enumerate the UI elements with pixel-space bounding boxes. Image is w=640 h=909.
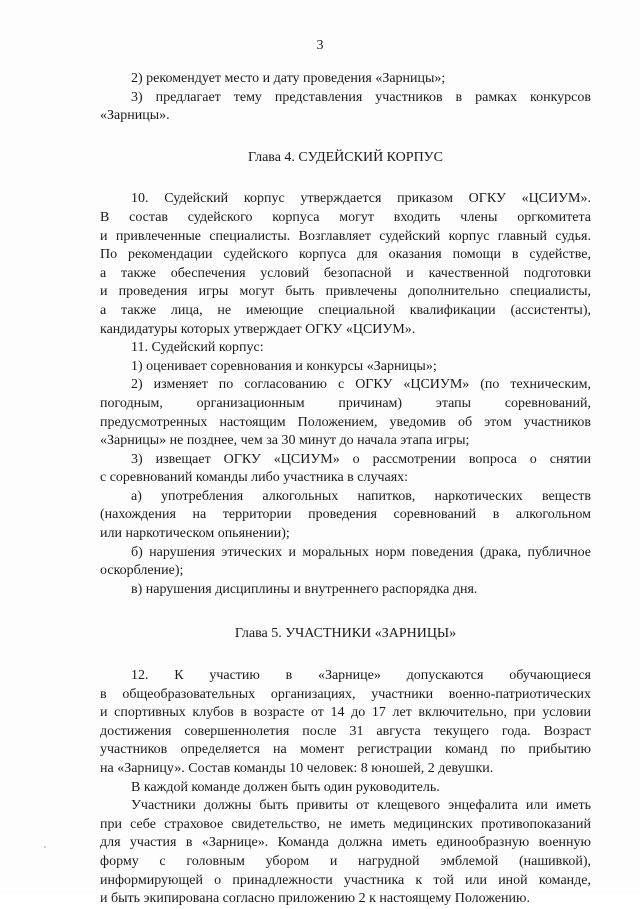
text-line: предусмотренных настоящим Положением, уведомив об этом участников <box>100 414 591 430</box>
text-line: с соревнований команды либо участника в случаях: <box>100 470 409 486</box>
text-line: или наркотическом опьянении); <box>100 526 290 542</box>
text-line: в общеобразовательных организациях, участники военно-патриотических <box>100 686 591 702</box>
text-line: 3) извещает ОГКУ «ЦСИУМ» о рассмотрении вопроса о снятии <box>131 451 591 467</box>
text-line: достижения совершеннолетия после 31 августа текущего года. Возраст <box>100 723 591 739</box>
text-line: В каждой команде должен быть один руководитель. <box>131 779 440 795</box>
text-line: 1) оценивает соревнования и конкурсы «Зарницы»; <box>131 358 437 374</box>
text-line: на «Зарницу». Состав команды 10 человек: 8 юношей, 2 девушки. <box>100 761 494 776</box>
text-line: а также обеспечения условий безопасной и качественной подготовки <box>100 265 591 281</box>
text-line: участников определяется на момент регистрации команд по прибытию <box>100 742 591 758</box>
chapter-5-heading: Глава 5. УЧАСТНИКИ «ЗАРНИЦЫ» <box>234 626 457 642</box>
scan-speck <box>44 846 46 848</box>
text-line: кандидатуры которых утверждает ОГКУ «ЦСИУМ». <box>100 321 416 337</box>
text-line: По рекомендации судейского корпуса для оказания помощи в судействе, <box>100 247 591 263</box>
text-line: и быть экипирована согласно приложению 2 к настоящему Положению. <box>100 891 530 907</box>
text-line: 3) предлагает тему представления участников в рамках конкурсов <box>131 89 591 105</box>
text-line: и спортивных клубов в возрасте от 14 до 17 лет включительно, при условии <box>100 705 591 721</box>
text-line: информирующей о принадлежности участника к той или иной команде, <box>100 872 591 888</box>
text-line: 12. К участию в «Зарнице» допускаются обучающиеся <box>131 668 591 684</box>
text-line: 10. Судейский корпус утверждается приказом ОГКУ «ЦСИУМ». <box>131 191 591 207</box>
page-number: 3 <box>316 38 324 53</box>
text-line: 2) изменяет по согласованию с ОГКУ «ЦСИУМ» (по техническим, <box>131 377 591 393</box>
text-line: для участия в «Зарнице». Команда должна иметь единообразную военную <box>100 835 591 851</box>
text-line: в) нарушения дисциплины и внутреннего распорядка дня. <box>131 581 478 597</box>
chapter-4-heading: Глава 4. СУДЕЙСКИЙ КОРПУС <box>248 149 443 165</box>
text-line: погодным, организационным причинам) этапы соревнований, <box>100 395 591 411</box>
section-previous-list <box>100 70 591 126</box>
text-line: 11. Судейский корпус: <box>131 340 264 356</box>
text-line: «Зарницы». <box>100 108 170 124</box>
text-line: В состав судейского корпуса могут входить члены оргкомитета <box>100 209 591 225</box>
text-line: 2) рекомендует место и дату проведения «Зарницы»; <box>131 71 446 86</box>
text-line: оскорбление); <box>100 563 184 579</box>
text-line: а) употребления алкогольных напитков, наркотических веществ <box>131 488 591 504</box>
chapter-4-text <box>100 190 591 599</box>
document-body <box>100 70 591 909</box>
text-line: и привлеченные специалисты. Возглавляет судейский корпус главный судья. <box>100 228 591 244</box>
text-line: при себе страховое свидетельство, не иметь медицинских противопоказаний <box>100 816 591 832</box>
text-line: б) нарушения этических и моральных норм поведения (драка, публичное <box>131 544 591 560</box>
text-line: «Зарницы» не позднее, чем за 30 минут до начала этапа игры; <box>100 433 470 449</box>
text-line: Участники должны быть привиты от клещевого энцефалита или иметь <box>131 798 591 814</box>
text-line: и проведения игры могут быть привлечены дополнительно специалисты, <box>100 284 591 300</box>
text-line: а также лица, не имеющие специальной квалификации (ассистенты), <box>100 302 591 318</box>
chapter-5-text <box>100 667 591 909</box>
text-line: форму с головным убором и нагрудной эмблемой (нашивкой), <box>100 853 591 869</box>
text-line: (нахождения на территории проведения соревнований в алкогольном <box>100 507 591 523</box>
